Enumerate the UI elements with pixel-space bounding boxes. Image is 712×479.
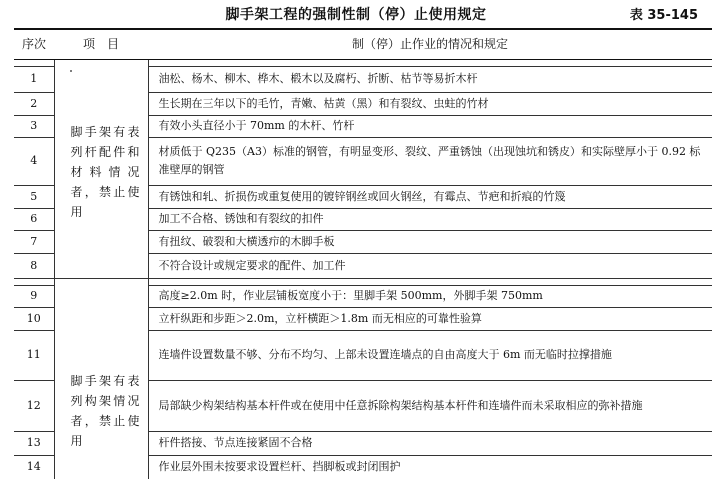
scan-speck: [70, 70, 72, 72]
row-text: 有效小头直径小于 70mm 的木杆、竹杆: [148, 115, 712, 137]
table-row: [14, 285, 712, 307]
row-number: 10: [14, 307, 54, 330]
table-row: [14, 66, 712, 92]
row-number: 3: [14, 115, 54, 137]
row-text: 有扭纹、破裂和大横透疖的木脚手板: [148, 230, 712, 253]
row-number: 5: [14, 185, 54, 208]
row-number: 4: [14, 137, 54, 185]
row-number: 8: [14, 253, 54, 278]
row-number: 6: [14, 208, 54, 230]
category-label: 脚手架有表列杆配件和材料情况者，禁止使用: [70, 124, 142, 219]
table-header-row: [14, 29, 712, 59]
row-text: 油松、杨木、柳木、桦木、椴木以及腐朽、折断、枯节等易折木杆: [148, 66, 712, 92]
header-no: 序次: [14, 29, 54, 59]
row-number: 7: [14, 230, 54, 253]
row-number: 14: [26, 460, 41, 474]
category-label: 脚手架有表列构架情况者，禁止使用: [70, 374, 142, 448]
row-text: 材质低于 Q235（A3）标准的钢管，有明显变形、裂纹、严重锈蚀（出现蚀坑和锈皮）和实际壁厚小于 0.92 标准壁厚的钢管: [148, 137, 712, 185]
row-text: 加工不合格、锈蚀和有裂纹的扣件: [148, 208, 712, 230]
row-text: 不符合设计或规定要求的配件、加工件: [148, 253, 712, 278]
row-text: 高度≥2.0m 时，作业层铺板宽度小于：里脚手架 500mm，外脚手架 750mm: [148, 285, 712, 307]
table-number: 表 35-145: [629, 8, 698, 23]
row-text: 生长期在三年以下的毛竹，青嫩、枯黄（黑）和有裂纹、虫蛀的竹材: [148, 92, 712, 115]
row-text: 有锈蚀和轧、折损伤或重复使用的镀锌钢丝或回火钢丝，有霉点、节疤和折痕的竹篾: [148, 185, 712, 208]
row-number: 9: [14, 285, 54, 307]
spacer-row: [14, 278, 712, 285]
row-number: 11: [14, 330, 54, 380]
header-item: 项 目: [54, 29, 148, 59]
row-number: 2: [14, 92, 54, 115]
row-number: 1: [14, 66, 54, 92]
category-cell: [54, 285, 148, 479]
row-text: 立杆纵距和步距＞2.0m，立杆横距＞1.8m 而无相应的可靠性验算: [148, 307, 712, 330]
row-text: 局部缺少构架结构基本杆件或在使用中任意拆除构架结构基本杆件和连墙件而未采取相应的弥补措施: [148, 380, 712, 431]
row-text: 作业层外围未按要求设置栏杆、挡脚板或封闭围护: [158, 460, 401, 474]
document-title: 脚手架工程的强制性制（停）止使用规定: [225, 7, 487, 23]
row-text: 连墙件设置数量不够、分布不均匀、上部未设置连墙点的自由高度大于 6m 而无临时拉撑措施: [148, 330, 712, 380]
spacer-row: [14, 59, 712, 66]
header-content: 制（停）止作业的情况和规定: [148, 29, 712, 59]
row-text: 杆件搭接、节点连接紧固不合格: [148, 431, 712, 455]
title-row: [0, 0, 712, 26]
row-number: 13: [14, 431, 54, 455]
row-number: 12: [14, 380, 54, 431]
category-cell: [54, 66, 148, 278]
regulation-table: [14, 28, 712, 479]
